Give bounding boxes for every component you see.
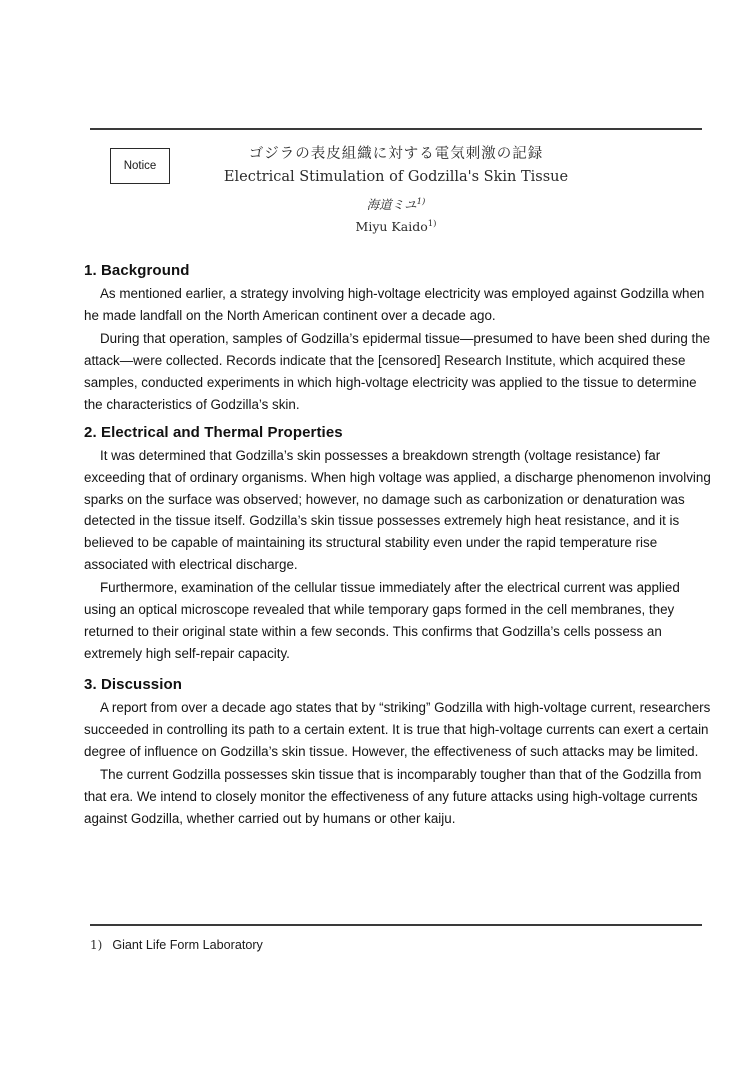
footnote-text: Giant Life Form Laboratory	[112, 938, 263, 952]
author-japanese-name: 海道ミユ	[366, 197, 417, 212]
notice-label: Notice	[123, 160, 157, 172]
footnote	[90, 938, 702, 952]
section-discussion	[84, 676, 714, 829]
document-header	[90, 128, 702, 248]
section-background	[84, 262, 714, 415]
title-japanese: ゴジラの表皮組織に対する電気刺激の記録	[248, 146, 544, 162]
author-english	[90, 219, 702, 234]
section-heading-1: 1. Background	[84, 262, 190, 279]
section-2-paragraph-1: It was determined that Godzilla’s skin possesses a breakdown strength (voltage resistance) far exceeding that of ordinary organisms. When high voltage was applied, a discharge phenomenon involving sparks on the surface was observed; however, no damage such as carbonization or denaturation was detected in the tissue itself. Godzilla’s skin tissue possesses extremely high heat resistance, and it is believed to be capable of maintaining its structural stability even under the rapid temperature rise associated with electrical discharge.	[84, 448, 711, 572]
section-heading-3: 3. Discussion	[84, 676, 183, 694]
footnote-mark: 1)	[90, 938, 103, 952]
section-heading-2: 2. Electrical and Thermal Properties	[84, 424, 343, 442]
author-japanese-footnote-mark: 1)	[416, 196, 426, 207]
section-electrical-thermal-properties	[84, 424, 714, 664]
section-3-paragraph-2: The current Godzilla possesses skin tissue that is incomparably tougher than that of the Godzilla from that era. We intend to closely monitor the effectiveness of any future attacks using high-voltage currents against Godzilla, whether carried out by humans or other kaiju.	[84, 767, 702, 826]
author-english-name: Miyu Kaido	[355, 219, 428, 235]
footnote-rule	[90, 924, 702, 926]
author-english-footnote-mark: 1)	[427, 219, 437, 229]
document-body	[84, 262, 714, 839]
title-stack	[90, 142, 702, 234]
section-1-paragraph-2: During that operation, samples of Godzilla’s epidermal tissue—presumed to have been shed during the attack—were collected. Records indicate that the [censored] Research Institute, which acquired these samples, conducted experiments in which high-voltage electricity was applied to the tissue to determine the characteristics of Godzilla’s skin.	[84, 331, 711, 412]
section-2-paragraph-2: Furthermore, examination of the cellular tissue immediately after the electrical current was applied using an optical microscope revealed that while temporary gaps formed in the cell membranes, they returned to their original state within a few seconds. This confirms that Godzilla’s cells possess an extremely high self-repair capacity.	[84, 580, 680, 661]
section-3-paragraph-1: A report from over a decade ago states that by “striking” Godzilla with high-voltage current, researchers succeeded in controlling its path to a certain extent. It is true that high-voltage currents can exert a certain degree of influence on Godzilla’s skin tissue. However, the effectiveness of such attacks may be limited.	[84, 700, 711, 759]
author-japanese	[90, 195, 702, 213]
title-english: Electrical Stimulation of Godzilla's Skin Tissue	[223, 169, 569, 185]
section-1-paragraph-1: As mentioned earlier, a strategy involving high-voltage electricity was employed against Godzilla when he made landfall on the North American continent over a decade ago.	[84, 286, 705, 323]
